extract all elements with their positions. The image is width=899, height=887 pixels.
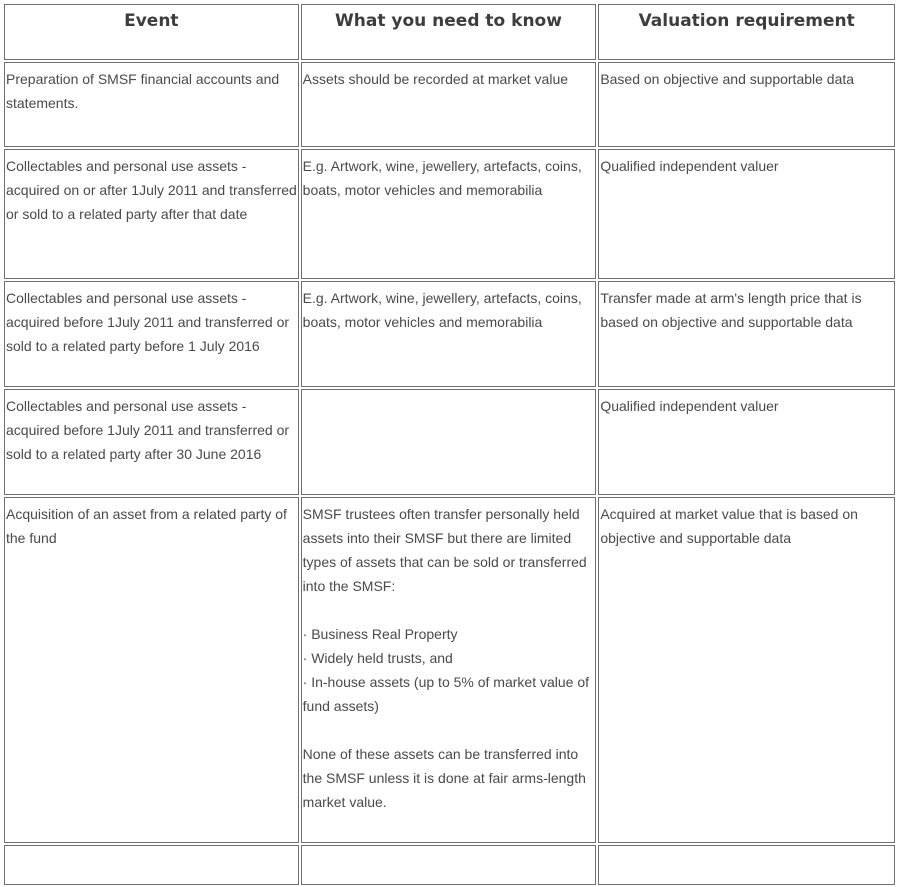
event-cell (4, 845, 299, 885)
know-cell (301, 497, 597, 843)
header-what-you-need-to-know: What you need to know (301, 4, 597, 60)
know-text: E.g. Artwork, wine, jewellery, artefacts, coins, boats, motor vehicles and memorabilia (302, 290, 582, 330)
valuation-cell: Qualified independent valuer (598, 149, 895, 279)
know-text: Assets should be recorded at market value (302, 71, 569, 87)
know-bullet: · In-house assets (up to 5% of market value of fund assets) (302, 674, 590, 714)
know-cell (301, 845, 597, 885)
know-cell (301, 149, 597, 279)
valuation-cell: Transfer made at arm's length price that is based on objective and supportable data (598, 281, 895, 387)
table-row (4, 845, 895, 885)
valuation-cell (598, 845, 895, 885)
know-note: None of these assets can be transferred into the SMSF unless it is done at fair arms-length market value. (302, 746, 586, 810)
table-row (4, 497, 895, 843)
know-bullet: · Widely held trusts, and (302, 650, 453, 666)
know-text: E.g. Artwork, wine, jewellery, artefacts, coins, boats, motor vehicles and memorabilia (302, 158, 582, 198)
event-cell: Acquisition of an asset from a related party of the fund (4, 497, 299, 843)
table-header-row (4, 4, 895, 60)
header-event: Event (4, 4, 299, 60)
header-valuation-requirement: Valuation requirement (598, 4, 895, 60)
know-cell (301, 62, 597, 147)
know-cell (301, 389, 597, 495)
valuation-cell: Acquired at market value that is based on objective and supportable data (598, 497, 895, 843)
table-row (4, 389, 895, 495)
event-cell: Preparation of SMSF financial accounts and statements. (4, 62, 299, 147)
valuation-cell: Based on objective and supportable data (598, 62, 895, 147)
valuation-cell: Qualified independent valuer (598, 389, 895, 495)
know-cell (301, 281, 597, 387)
event-cell: Collectables and personal use assets - acquired before 1July 2011 and transferred or sold to a related party after 30 June 2016 (4, 389, 299, 495)
event-cell: Collectables and personal use assets - acquired before 1July 2011 and transferred or sold to a related party before 1 July 2016 (4, 281, 299, 387)
event-cell: Collectables and personal use assets - acquired on or after 1July 2011 and transferred or sold to a related party after that date (4, 149, 299, 279)
valuation-table (2, 2, 897, 887)
table-row (4, 281, 895, 387)
table-row (4, 149, 895, 279)
know-bullet: · Business Real Property (302, 626, 458, 642)
table-row (4, 62, 895, 147)
know-intro: SMSF trustees often transfer personally held assets into their SMSF but there are limited types of assets that can be sold or transferred into the SMSF: (302, 506, 587, 594)
